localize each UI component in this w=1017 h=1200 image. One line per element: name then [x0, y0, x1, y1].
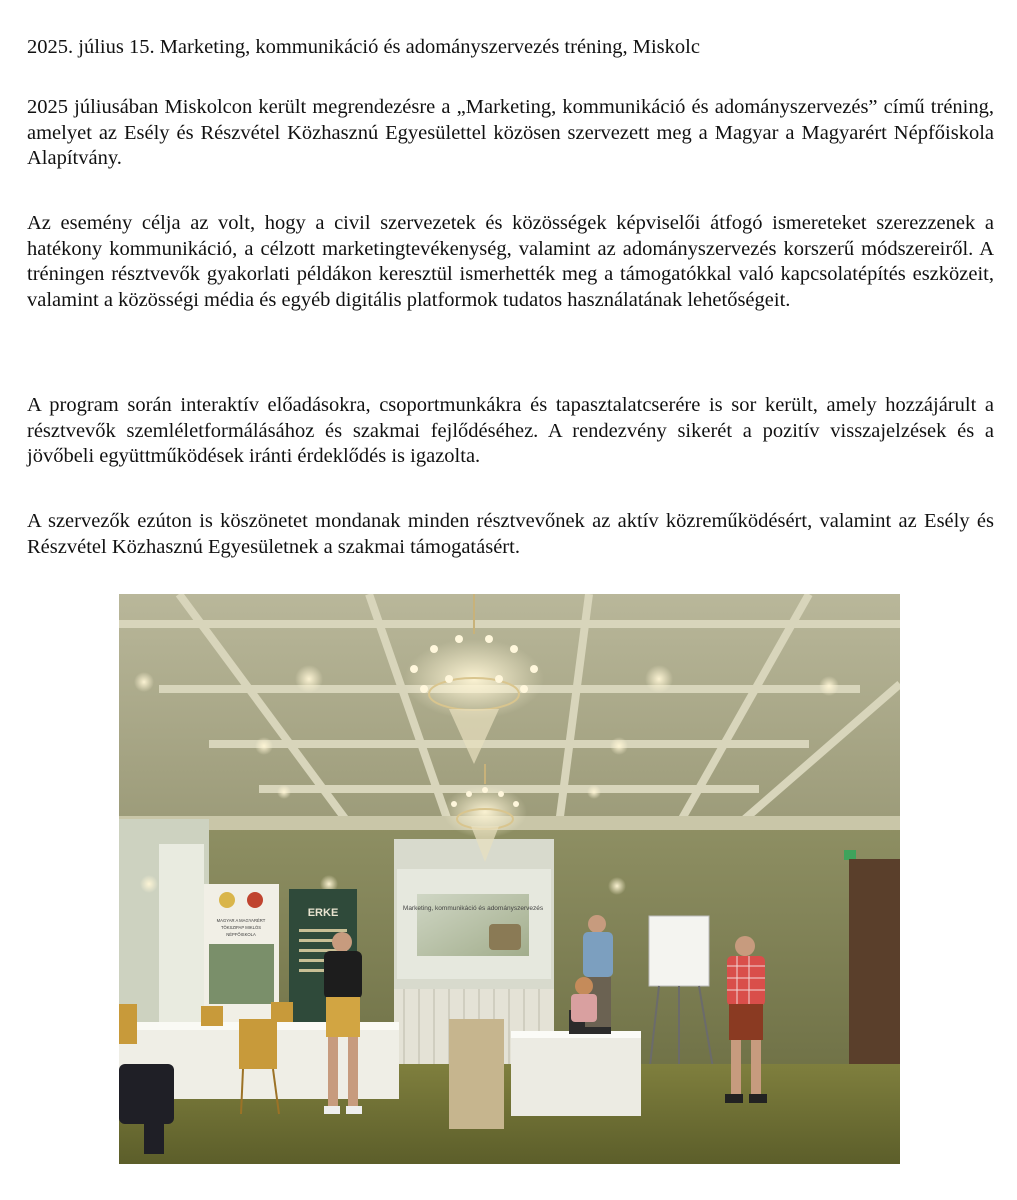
svg-text:TÖKSZIPAP MIKLÓS: TÖKSZIPAP MIKLÓS — [220, 925, 262, 930]
paragraph-intro: 2025 júliusában Miskolcon került megrendezésre a „Marketing, kommunikáció és adományszervezés” című tréning, amelyet az Esély és Részvétel Közhasznú Egyesülettel közösen szervezett meg a Magyar a Magyarért Népfőiskola Alapítvány. — [27, 96, 994, 170]
wall-sconce — [140, 875, 158, 893]
svg-text:MAGYAR A MAGYARÉRT: MAGYAR A MAGYARÉRT — [216, 918, 266, 923]
document-title: 2025. július 15. Marketing, kommunikáció és adományszervezés tréning, Miskolc — [27, 36, 700, 58]
wall-sconce — [608, 877, 626, 895]
side-door — [849, 859, 900, 1079]
banner-erke-logo: ERKE — [307, 907, 339, 919]
projector-slide-text: Marketing, kommunikáció és adományszervezés — [402, 905, 544, 912]
paragraph-thanks: A szervezők ezúton is köszönetet mondanak minden résztvevőnek az aktív közreműködésért, valamint az Esély és Részvétel Közhasznú Egyesületnek a szakmai támogatásért. — [27, 510, 994, 558]
event-photo — [119, 594, 900, 1164]
banner-logo-icon — [247, 892, 263, 908]
lectern — [449, 1019, 504, 1129]
presenter-table — [511, 1034, 641, 1116]
banner-logo-icon — [219, 892, 235, 908]
exit-sign-icon — [844, 850, 856, 860]
paragraph-goals: Az esemény célja az volt, hogy a civil szervezetek és közösségek képviselői átfogó ismereteket szerezzenek a hatékony kommunikáció, a célzott marketingtevékenység, valamint az adományszervezés korszerű módszereiről. A tréningen résztvevők gyakorlati példákon keresztül ismerhették meg a támogatókkal való kapcsolatépítés eszközeit, valamint a közösségi média és egyéb digitális platformok tudatos használatának lehetőségeit. — [27, 212, 994, 311]
flipchart — [649, 916, 709, 986]
paragraph-program: A program során interaktív előadásokra, csoportmunkákra és tapasztalatcserére is sor került, amely hozzájárult a résztvevők szemléletformálásához és szakmai fejlődéséhez. A rendezvény sikerét a pozitív visszajelzések és a jövőbeli együttműködések iránti érdeklődés is igazolta. — [27, 394, 994, 468]
svg-text:NÉPFŐISKOLA: NÉPFŐISKOLA — [226, 932, 256, 937]
